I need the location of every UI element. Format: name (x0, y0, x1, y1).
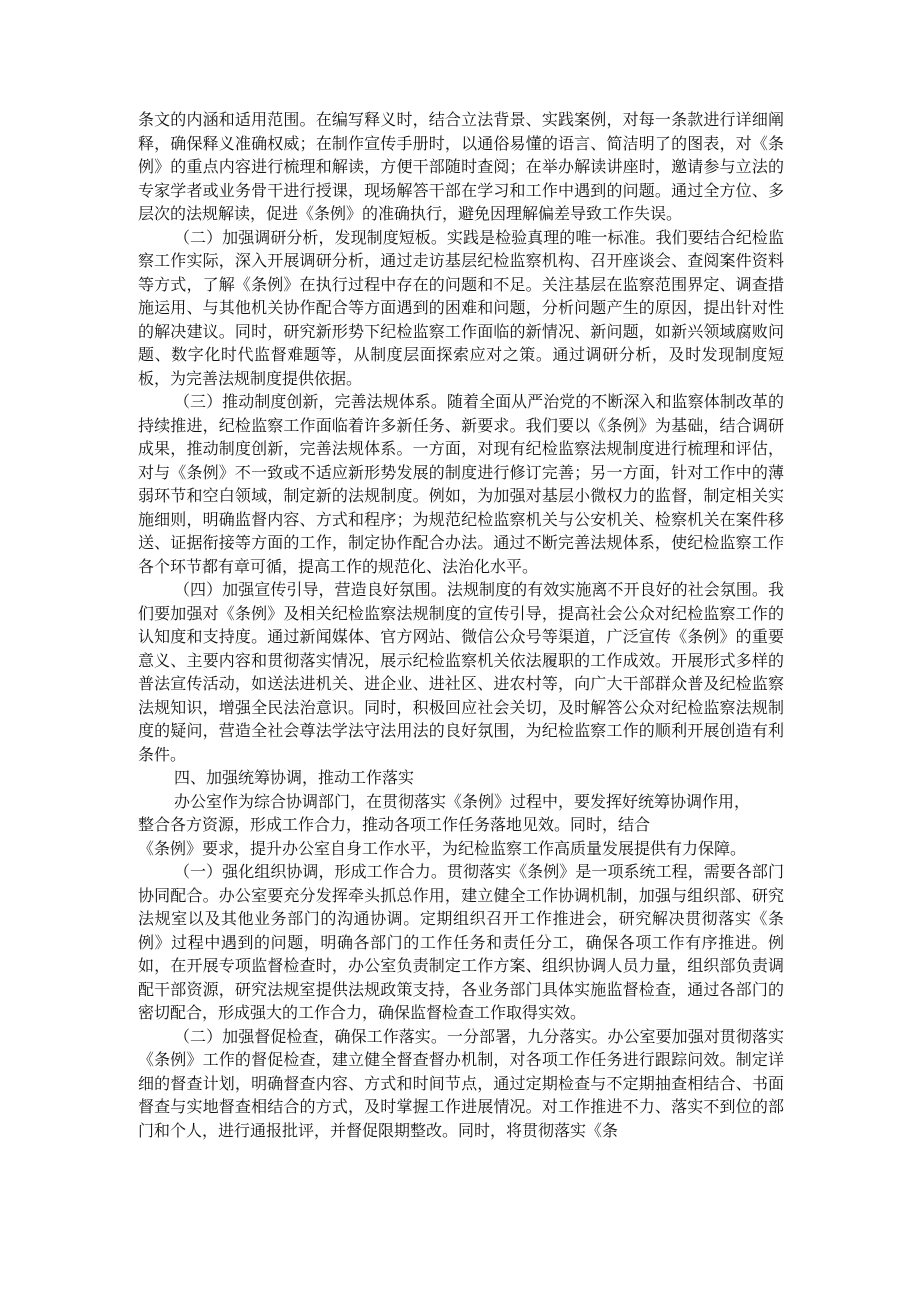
paragraph: （二）加强督促检查，确保工作落实。一分部署，九分落实。办公室要加强对贯彻落实《条例》工作的督促检查，建立健全督查督办机制，对各项工作任务进行跟踪问效。制定详细的督查计划，明确督查内容、方式和时间节点，通过定期检查与不定期抽查相结合、书面督查与实地督查相结合的方式，及时掌握工作进展情况。对工作推进不力、落实不到位的部门和个人，进行通报批评，并督促限期整改。同时，将贯彻落实《条 (138, 1026, 784, 1140)
paragraph: （一）强化组织协调，形成工作合力。贯彻落实《条例》是一项系统工程，需要各部门协同配合。办公室要充分发挥牵头抓总作用，建立健全工作协调机制，加强与组织部、研究法规室以及其他业务部门的沟通协调。定期组织召开工作推进会，研究解决贯彻落实《条例》过程中遇到的问题，明确各部门的工作任务和责任分工，确保各项工作有序推进。例如，在开展专项监督检查时，办公室负责制定工作方案、组织协调人员力量，组织部负责调配干部资源，研究法规室提供法规政策支持，各业务部门具体实施监督检查，通过各部门的密切配合，形成强大的工作合力，确保监督检查工作取得实效。 (138, 862, 784, 1022)
document-page (138, 108, 784, 1142)
paragraph: （四）加强宣传引导，营造良好氛围。法规制度的有效实施离不开良好的社会氛围。我们要加强对《条例》及相关纪检监察法规制度的宣传引导，提高社会公众对纪检监察工作的认知度和支持度。通过新闻媒体、官方网站、微信公众号等渠道，广泛宣传《条例》的重要意义、主要内容和贯彻落实情况，展示纪检监察机关依法履职的工作成效。开展形式多样的普法宣传活动，如送法进机关、进企业、进社区、进农村等，向广大干部群众普及纪检监察法规知识，增强全民法治意识。同时，积极回应社会关切，及时解答公众对纪检监察法规制度的疑问，营造全社会尊法学法守法用法的良好氛围，为纪检监察工作的顺利开展创造有利条件。 (138, 580, 784, 764)
paragraph: 条文的内涵和适用范围。在编写释义时，结合立法背景、实践案例，对每一条款进行详细阐释，确保释义准确权威；在制作宣传手册时，以通俗易懂的语言、简洁明了的图表，对《条例》的重点内容进行梳理和解读，方便干部随时查阅；在举办解读讲座时，邀请参与立法的专家学者或业务骨干进行授课，现场解答干部在学习和工作中遇到的问题。通过全方位、多层次的法规解读，促进《条例》的准确执行，避免因理解偏差导致工作失误。 (138, 110, 784, 223)
paragraph: （二）加强调研分析，发现制度短板。实践是检验真理的唯一标准。我们要结合纪检监察工作实际，深入开展调研分析，通过走访基层纪检监察机构、召开座谈会、查阅案件资料等方式，了解《条例》在执行过程中存在的问题和不足。关注基层在监察范围界定、调查措施运用、与其他机关协作配合等方面遇到的困难和问题，分析问题产生的原因，提出针对性的解决建议。同时，研究新形势下纪检监察工作面临的新情况、新问题，如新兴领域腐败问题、数字化时代监督难题等，从制度层面探索应对之策。通过调研分析，及时发现制度短板，为完善法规制度提供依据。 (138, 227, 784, 388)
intro-line: 办公室作为综合协调部门，在贯彻落实《条例》过程中，要发挥好统筹协调作用， (174, 791, 751, 811)
intro-line: 《条例》要求，提升办公室自身工作水平，为纪检监察工作高质量发展提供有力保障。 (138, 838, 747, 858)
paragraph: （三）推动制度创新，完善法规体系。随着全面从严治党的不断深入和监察体制改革的持续推进，纪检监察工作面临着许多新任务、新要求。我们要以《条例》为基础，结合调研成果，推动制度创新，完善法规体系。一方面，对现有纪检监察法规制度进行梳理和评估，对与《条例》不一致或不适应新形势发展的制度进行修订完善；另一方面，针对工作中的薄弱环节和空白领域，制定新的法规制度。例如，为加强对基层小微权力的监督，制定相关实施细则，明确监督内容、方式和程序；为规范纪检监察机关与公安机关、检察机关在案件移送、证据衔接等方面的工作，制定协作配合办法。通过不断完善法规体系，使纪检监察工作各个环节都有章可循，提高工作的规范化、法治化水平。 (138, 392, 784, 576)
section-intro (138, 790, 784, 861)
intro-line: 整合各方资源，形成工作合力，推动各项工作任务落地见效。同时，结合 (138, 815, 651, 834)
section-heading: 四、加强统筹协调，推动工作落实 (174, 768, 415, 787)
